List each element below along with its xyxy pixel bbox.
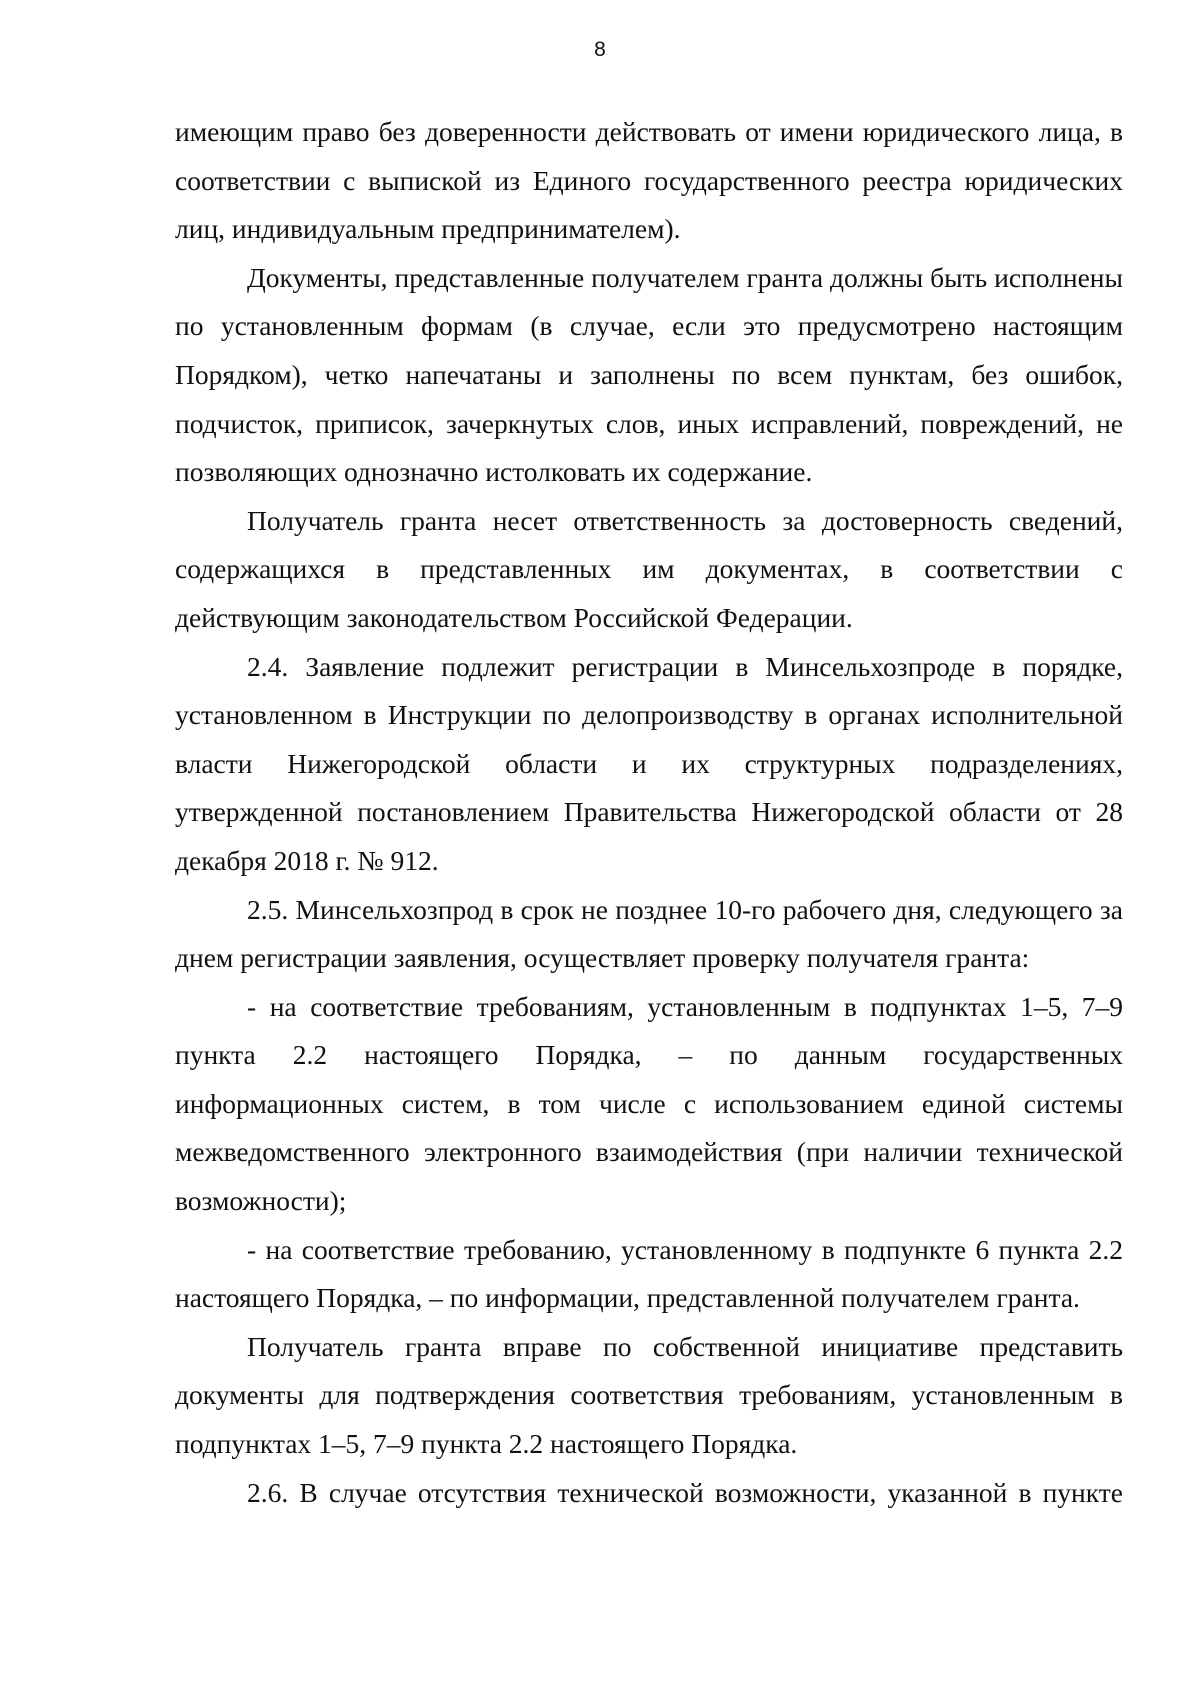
list-item-check-1: - на соответствие требованиям, установленным в подпунктах 1–5, 7–9 пункта 2.2 настоящего Порядка, – по данным государственных информационных систем, в том числе с использованием единой системы межведомственного электронного взаимодействия (при наличии технической возможности); [175, 990, 1123, 1217]
page-number: 8 [594, 38, 606, 61]
paragraph-continuation: имеющим право без доверенности действовать от имени юридического лица, в соответствии с выпиской из Единого государственного реестра юридических лиц, индивидуальным предпринимателем). [175, 116, 1123, 245]
paragraph-2-6: 2.6. В случае отсутствия технической возможности, указанной в пункте [247, 1476, 1123, 1508]
document-body [175, 108, 1123, 1517]
paragraph-2-4: 2.4. Заявление подлежит регистрации в Минсельхозпроде в порядке, установленном в Инструкции по делопроизводству в органах исполнительной власти Нижегородской области и их структурных подразделениях, утвержденной постановлением Правительства Нижегородской области от 28 декабря 2018 г. № 912. [175, 650, 1123, 876]
paragraph-2-5: 2.5. Минсельхозпрод в срок не позднее 10-го рабочего дня, следующего за днем регистрации заявления, осуществляет проверку получателя гранта: [175, 893, 1123, 974]
paragraph-recipient-responsibility: Получатель гранта несет ответственность за достоверность сведений, содержащихся в представленных им документах, в соответствии с действующим законодательством Российской Федерации. [175, 504, 1123, 633]
list-item-check-2: - на соответствие требованию, установленному в подпункте 6 пункта 2.2 настоящего Порядка, – по информации, представленной получателем гранта. [175, 1233, 1123, 1314]
paragraph-documents-requirements: Документы, представленные получателем гранта должны быть исполнены по установленным формам (в случае, если это предусмотрено настоящим Порядком), четко напечатаны и заполнены по всем пунктам, без ошибок, подчисток, приписок, зачеркнутых слов, иных исправлений, повреждений, не позволяющих однозначно истолковать их содержание. [175, 261, 1123, 488]
paragraph-own-initiative: Получатель гранта вправе по собственной инициативе представить документы для подтверждения соответствия требованиям, установленным в подпунктах 1–5, 7–9 пункта 2.2 настоящего Порядка. [175, 1330, 1123, 1460]
